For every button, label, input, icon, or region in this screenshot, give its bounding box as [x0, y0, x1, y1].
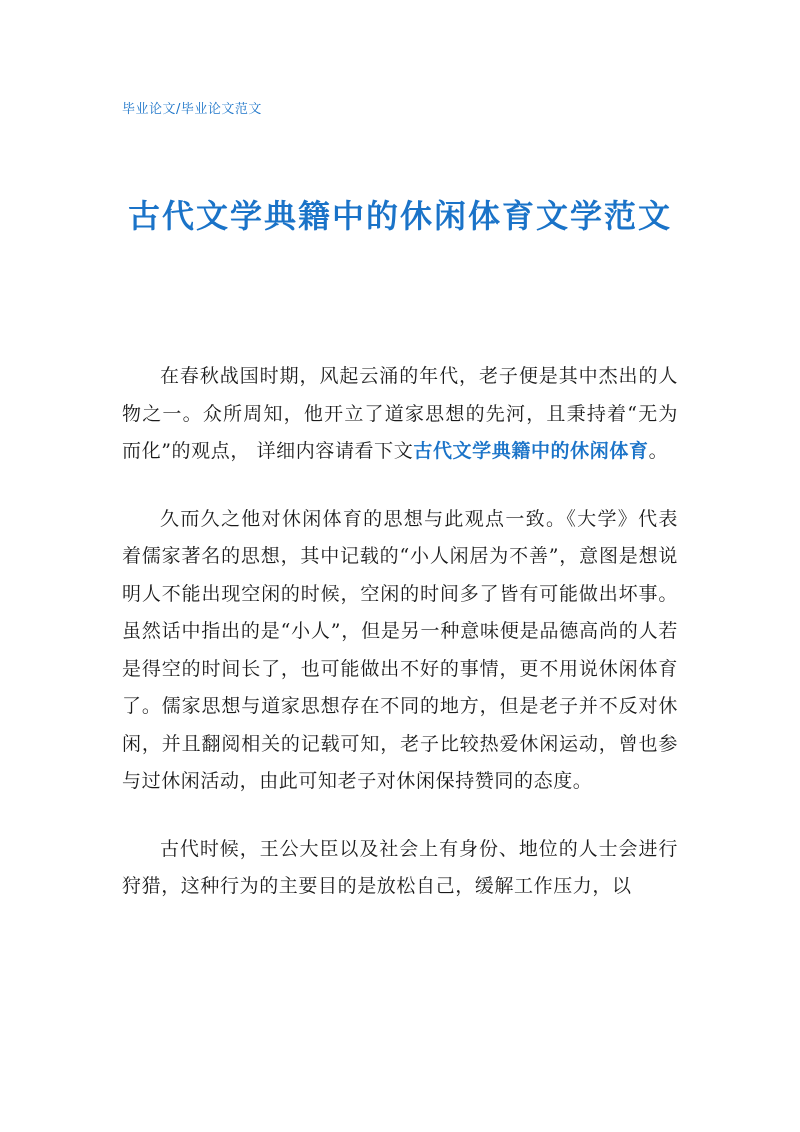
- article-link[interactable]: 古代文学典籍中的休闲体育: [413, 440, 649, 462]
- paragraph-1-end: 。: [648, 440, 669, 462]
- breadcrumb: [122, 98, 262, 117]
- paragraph-1: [122, 358, 678, 471]
- article-body: [122, 358, 678, 936]
- page-title: 古代文学典籍中的休闲体育文学范文: [127, 197, 672, 235]
- paragraph-2: 久而久之他对休闲体育的思想与此观点一致。《大学》代表着儒家著名的思想，其中记载的“小人闲居为不善”，意图是想说明人不能出现空闲的时候，空闲的时间多了皆有可能做出坏事。虽然话中指出的是“小人”，但是另一种意味便是品德高尚的人若是得空的时间长了，也可能做出不好的事情，更不用说休闲体育了。儒家思想与道家思想存在不同的地方，但是老子并不反对休闲，并且翻阅相关的记载可知，老子比较热爱休闲运动，曾也参与过休闲活动，由此可知老子对休闲保持赞同的态度。: [122, 507, 678, 792]
- paragraph-3: 古代时候，王公大臣以及社会上有身份、地位的人士会进行狩猎，这种行为的主要目的是放松自己，缓解工作压力，以: [122, 837, 678, 897]
- breadcrumb-link[interactable]: 毕业论文/毕业论文范文: [122, 102, 262, 117]
- paragraph-1-text: 在春秋战国时期，风起云涌的年代，老子便是其中杰出的人物之一。众所周知，他开立了道家思想的先河，且秉持着“无为而化”的观点， 详细内容请看下文: [122, 365, 678, 462]
